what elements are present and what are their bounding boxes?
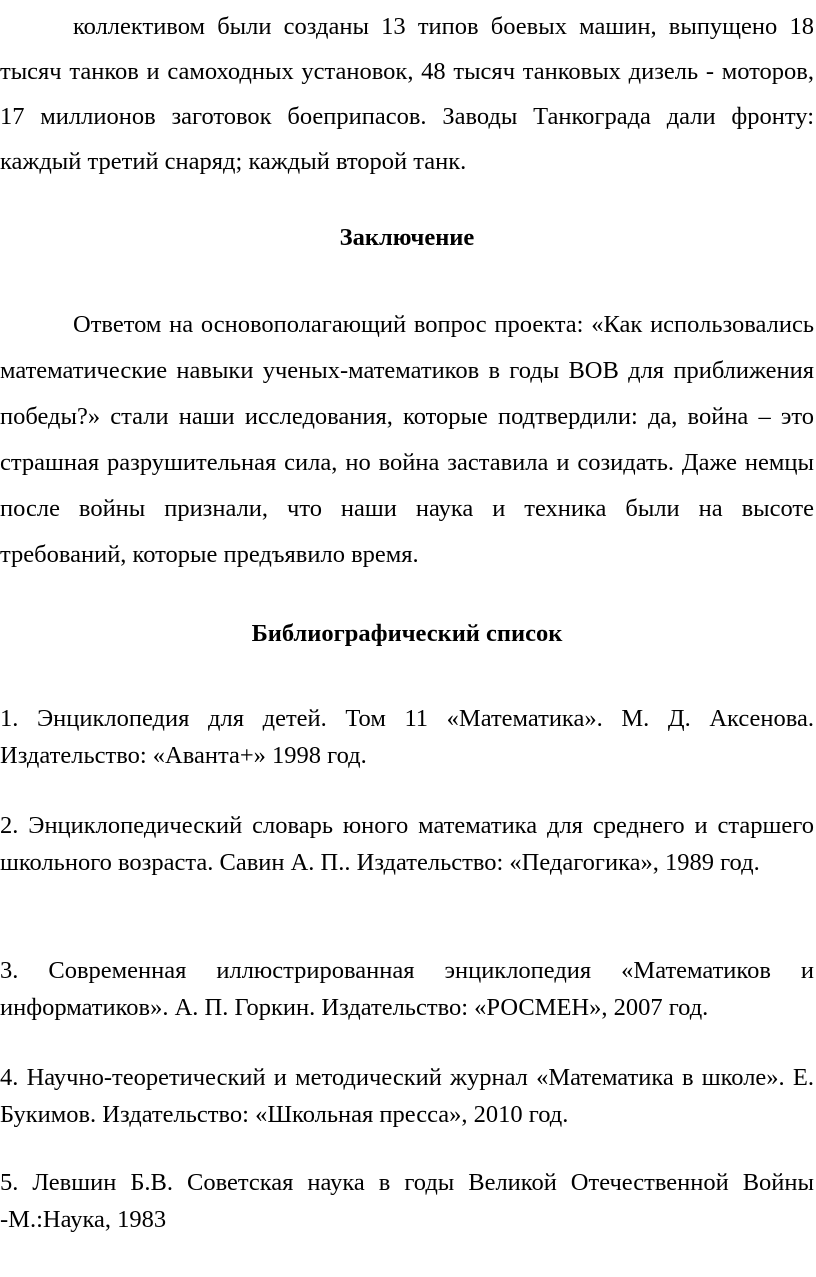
bibliography-item: 3. Современная иллюстрированная энциклопедия «Математиков и информатиков». А. П. Горкин. Издательство: «РОСМЕН», 2007 год. [0,957,814,1021]
conclusion-heading: Заключение [339,224,475,251]
bibliography-item: 1. Энциклопедия для детей. Том 11 «Математика». М. Д. Аксенова. Издательство: «Аванта+» 1998 год. [0,705,814,769]
bibliography-heading: Библиографический список [251,620,563,647]
bibliography-item: 5. Левшин Б.В. Советская наука в годы Великой Отечественной Войны -М.:Наука, 1983 [0,1169,814,1233]
intro-paragraph: коллективом были созданы 13 типов боевых машин, выпущено 18 тысяч танков и самоходных установок, 48 тысяч танковых дизель - моторов, 17 миллионов заготовок боеприпасов. Заводы Танкограда дали фронту: каждый третий снаряд; каждый второй танк. [0,13,814,175]
bibliography-item: 4. Научно-теоретический и методический журнал «Математика в школе». Е. Букимов. Издательство: «Школьная пресса», 2010 год. [0,1064,814,1128]
conclusion-paragraph: Ответом на основополагающий вопрос проекта: «Как использовались математические навыки ученых-математиков в годы ВОВ для приближения победы?» стали наши исследования, которые подтвердили: да, война – это страшная разрушительная сила, но война заставила и созидать. Даже немцы после войны признали, что наши наука и техника были на высоте требований, которые предъявило время. [0,311,814,568]
bibliography-item: 2. Энциклопедический словарь юного математика для среднего и старшего школьного возраста. Савин А. П.. Издательство: «Педагогика», 1989 год. [0,812,814,876]
